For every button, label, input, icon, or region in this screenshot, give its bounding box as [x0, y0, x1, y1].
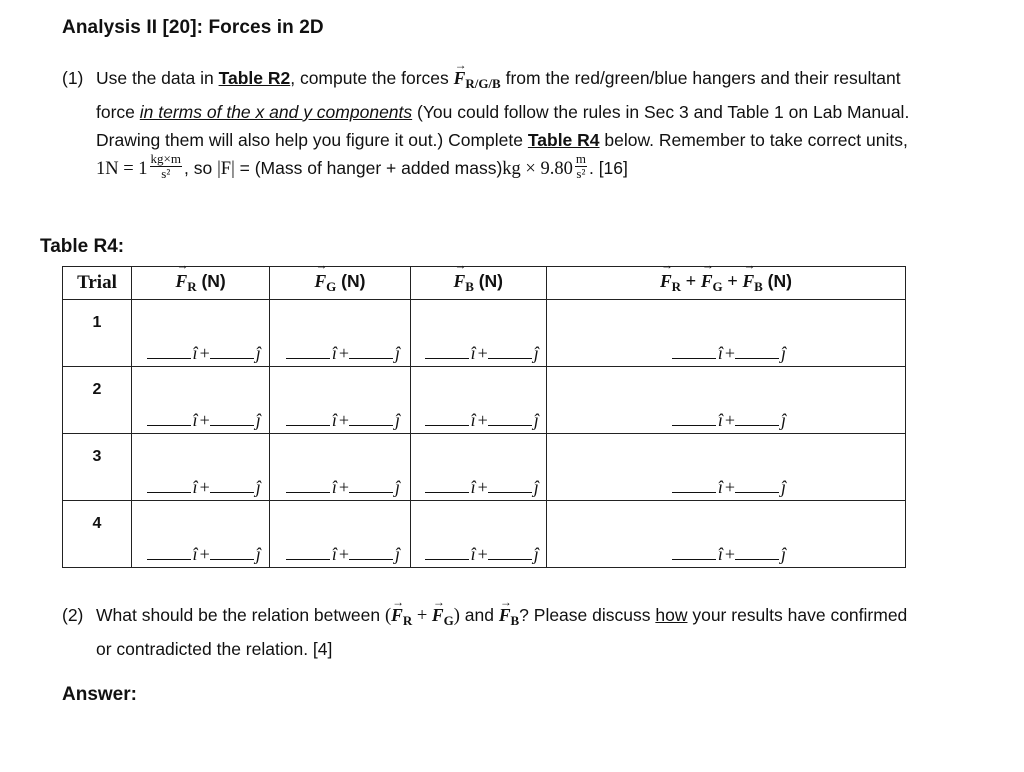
trial-number: 3 — [63, 434, 132, 501]
answer-cell-fr[interactable] — [132, 501, 270, 568]
y-component-blank[interactable] — [488, 545, 532, 560]
component-blanks — [146, 410, 263, 431]
answer-cell-fg[interactable] — [270, 434, 410, 501]
component-blanks — [284, 477, 403, 498]
i-hat: î — [192, 477, 198, 497]
force-vector-g: → F — [432, 601, 444, 629]
component-blanks — [146, 343, 263, 364]
plus-sign: + — [199, 477, 210, 497]
j-hat: ĵ — [533, 343, 539, 363]
table-label: Table R4: — [40, 236, 125, 257]
j-hat: ĵ — [533, 544, 539, 564]
components-phrase: in terms of the x and y components — [139, 102, 413, 122]
component-blanks — [425, 410, 540, 431]
answer-cell-fb[interactable] — [410, 300, 546, 367]
plus-sign: + — [338, 343, 350, 363]
force-magnitude: |F| — [217, 159, 235, 179]
force-vector-b: → F — [499, 601, 511, 629]
trial-number: 4 — [63, 501, 132, 568]
answer-cell-fr[interactable] — [132, 367, 270, 434]
question-2: (2) What should be the relation between (→ $F_R$ + → $F_G$) and → $F_B$? Please discuss how your results have confirmed or contradicted the relation. [4] — [62, 601, 922, 663]
y-component-blank[interactable] — [735, 545, 779, 560]
answer-cell-fr[interactable] — [132, 300, 270, 367]
j-hat: ĵ — [533, 410, 539, 430]
plus-sign: + — [724, 343, 736, 363]
i-hat: î — [470, 544, 476, 564]
component-blanks — [425, 544, 540, 565]
component-blanks — [561, 544, 899, 565]
unit-equation: 1N = 1 — [96, 159, 148, 179]
table-row — [63, 501, 906, 568]
x-component-blank[interactable] — [672, 344, 716, 359]
i-hat: î — [331, 343, 337, 363]
question-1 — [62, 64, 922, 184]
plus-sign: + — [477, 477, 488, 497]
y-component-blank[interactable] — [210, 478, 254, 493]
vector-subscript: R/G/B — [465, 76, 501, 91]
table-ref-r2: Table R2 — [218, 68, 291, 88]
question-number: (2) — [62, 605, 84, 625]
plus-sign: + — [199, 544, 210, 564]
component-blanks — [425, 343, 540, 364]
y-component-blank[interactable] — [210, 411, 254, 426]
answer-cell-sum[interactable] — [546, 367, 905, 434]
plus-sign: + — [477, 544, 488, 564]
q1-text: = (Mass of hanger + added mass) — [234, 158, 503, 178]
answer-cell-sum[interactable] — [546, 300, 905, 367]
x-component-blank[interactable] — [147, 344, 191, 359]
answer-cell-fb[interactable] — [410, 501, 546, 568]
j-hat: ĵ — [395, 410, 401, 430]
unit-fraction: $\frac{kg\times m}{\text{s²}}$ — [150, 150, 181, 181]
how-word: how — [655, 605, 688, 625]
q1-text: from the red/green/blue hangers and their resultant force — [96, 68, 901, 122]
component-blanks — [284, 410, 403, 431]
y-component-blank[interactable] — [349, 344, 393, 359]
i-hat: î — [192, 410, 198, 430]
j-hat: ĵ — [781, 477, 787, 497]
q1-text: . [16] — [588, 158, 628, 178]
q1-text: , compute the forces — [290, 68, 454, 88]
plus-sign: + — [724, 544, 736, 564]
force-vector: → F — [454, 64, 466, 92]
table-row — [63, 300, 906, 367]
q1-text: (You could follow the rules in Sec 3 and Table 1 on Lab Manual. Drawing them will also help you figure it out.) Complete — [96, 102, 910, 150]
plus-sign: + — [338, 410, 350, 430]
component-blanks — [146, 477, 263, 498]
i-hat: î — [470, 477, 476, 497]
j-hat: ĵ — [255, 343, 261, 363]
answer-cell-fg[interactable] — [270, 501, 410, 568]
i-hat: î — [331, 477, 337, 497]
y-component-blank[interactable] — [349, 478, 393, 493]
q1-text: Use the data in — [96, 68, 219, 88]
header-sum: → $F_R$ + → $F_G$ + → $F_B$ (N) — [546, 267, 905, 300]
i-hat: î — [717, 544, 723, 564]
j-hat: ĵ — [395, 544, 401, 564]
j-hat: ĵ — [255, 544, 261, 564]
x-component-blank[interactable] — [425, 545, 469, 560]
plus-sign: + — [338, 477, 350, 497]
y-component-blank[interactable] — [735, 344, 779, 359]
table-r4 — [62, 266, 906, 568]
j-hat: ĵ — [255, 477, 261, 497]
y-component-blank[interactable] — [735, 478, 779, 493]
answer-cell-fb[interactable] — [410, 367, 546, 434]
i-hat: î — [717, 410, 723, 430]
y-component-blank[interactable] — [735, 411, 779, 426]
x-component-blank[interactable] — [147, 411, 191, 426]
plus-sign: + — [477, 410, 488, 430]
q2-text: What should be the relation between — [96, 605, 385, 625]
plus-sign: + — [724, 477, 736, 497]
x-component-blank[interactable] — [672, 411, 716, 426]
x-component-blank[interactable] — [286, 478, 330, 493]
i-hat: î — [470, 343, 476, 363]
header-trial: Trial — [63, 267, 132, 300]
i-hat: î — [192, 544, 198, 564]
answer-cell-sum[interactable] — [546, 434, 905, 501]
x-component-blank[interactable] — [672, 478, 716, 493]
page-title: Analysis II [20]: Forces in 2D — [62, 17, 324, 38]
x-component-blank[interactable] — [425, 344, 469, 359]
q1-text: below. Remember to take correct units, — [599, 130, 908, 150]
component-blanks — [561, 343, 899, 364]
y-component-blank[interactable] — [210, 344, 254, 359]
j-hat: ĵ — [533, 477, 539, 497]
x-component-blank[interactable] — [425, 411, 469, 426]
header-fr: → $F_R$ (N) — [132, 267, 270, 300]
component-blanks — [284, 544, 403, 565]
component-blanks — [561, 477, 899, 498]
j-hat: ĵ — [255, 410, 261, 430]
force-vector-r: → F — [391, 601, 403, 629]
component-blanks — [146, 544, 263, 565]
x-component-blank[interactable] — [286, 344, 330, 359]
y-component-blank[interactable] — [488, 411, 532, 426]
y-component-blank[interactable] — [349, 411, 393, 426]
i-hat: î — [331, 410, 337, 430]
x-component-blank[interactable] — [672, 545, 716, 560]
i-hat: î — [470, 410, 476, 430]
trial-number: 2 — [63, 367, 132, 434]
plus-sign: + — [199, 410, 210, 430]
table-row — [63, 434, 906, 501]
i-hat: î — [192, 343, 198, 363]
i-hat: î — [717, 477, 723, 497]
gravity-multiplier: kg × 9.80 — [502, 159, 573, 179]
j-hat: ĵ — [395, 343, 401, 363]
gravity-fraction: $\frac{m}{\text{s²}}$ — [575, 150, 586, 181]
table-row — [63, 367, 906, 434]
plus-sign: + — [477, 343, 488, 363]
header-fg: → $F_G$ (N) — [270, 267, 410, 300]
table-ref-r4: Table R4 — [527, 130, 600, 150]
answer-label: Answer: — [62, 684, 137, 705]
answer-cell-fb[interactable] — [410, 434, 546, 501]
answer-cell-sum[interactable] — [546, 501, 905, 568]
component-blanks — [561, 410, 899, 431]
plus-sign: + — [724, 410, 736, 430]
component-blanks — [284, 343, 403, 364]
x-component-blank[interactable] — [286, 545, 330, 560]
j-hat: ĵ — [781, 343, 787, 363]
plus-sign: + — [338, 544, 350, 564]
x-component-blank[interactable] — [286, 411, 330, 426]
component-blanks — [425, 477, 540, 498]
answer-cell-fg[interactable] — [270, 367, 410, 434]
question-number: (1) — [62, 68, 84, 88]
i-hat: î — [331, 544, 337, 564]
plus-sign: + — [199, 343, 210, 363]
y-component-blank[interactable] — [488, 478, 532, 493]
y-component-blank[interactable] — [349, 545, 393, 560]
header-fb: → $F_B$ (N) — [410, 267, 546, 300]
q1-text: , so — [184, 158, 218, 178]
j-hat: ĵ — [781, 410, 787, 430]
x-component-blank[interactable] — [425, 478, 469, 493]
answer-cell-fr[interactable] — [132, 434, 270, 501]
x-component-blank[interactable] — [147, 545, 191, 560]
q2-text: ? Please discuss — [519, 605, 656, 625]
j-hat: ĵ — [395, 477, 401, 497]
j-hat: ĵ — [781, 544, 787, 564]
q2-text: your results have confirmed or contradicted the relation. [4] — [96, 605, 908, 659]
i-hat: î — [717, 343, 723, 363]
trial-number: 1 — [63, 300, 132, 367]
x-component-blank[interactable] — [147, 478, 191, 493]
table-header-row — [63, 267, 906, 300]
y-component-blank[interactable] — [488, 344, 532, 359]
y-component-blank[interactable] — [210, 545, 254, 560]
answer-cell-fg[interactable] — [270, 300, 410, 367]
